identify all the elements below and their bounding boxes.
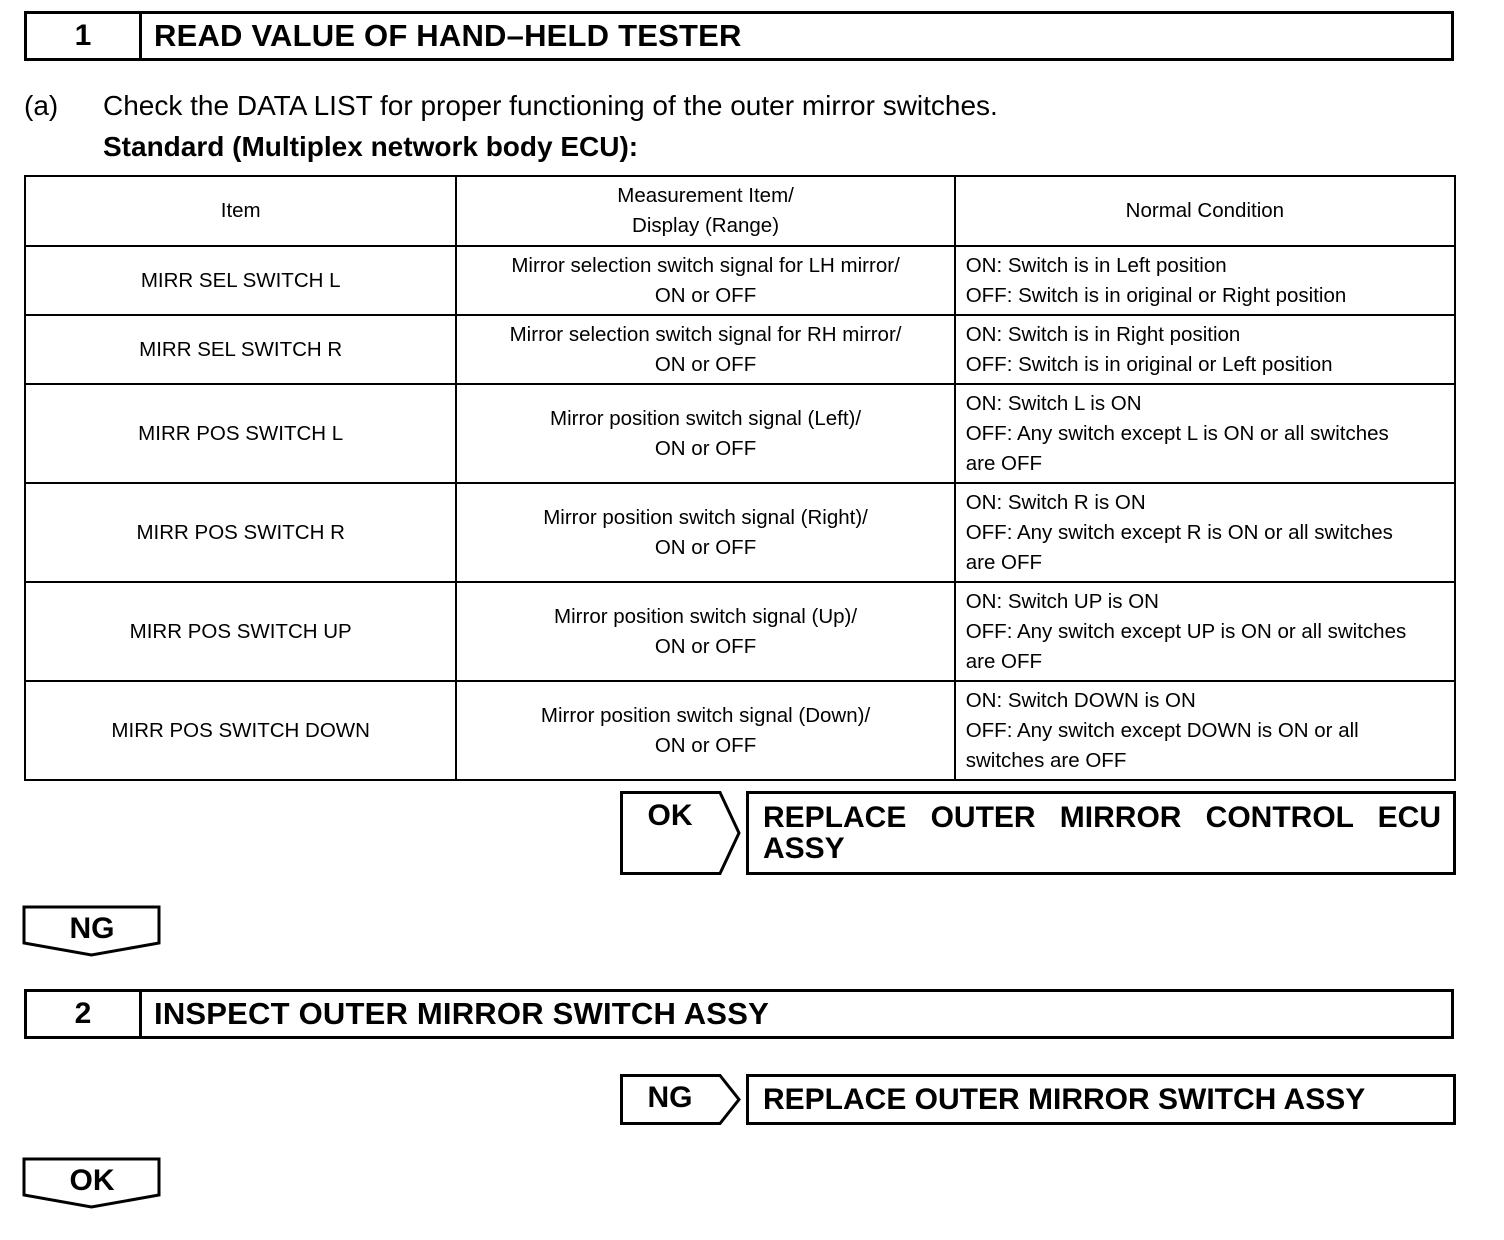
- replace-ecu-box: [746, 791, 1456, 875]
- item-cell: MIRR POS SWITCH UP: [25, 582, 456, 681]
- replace-switch-text: REPLACE OUTER MIRROR SWITCH ASSY: [763, 1083, 1366, 1116]
- standard-label: Standard (Multiplex network body ECU):: [103, 131, 639, 162]
- table-header-row: [25, 176, 1455, 246]
- replace-ecu-line2: ASSY: [763, 832, 845, 865]
- substep-instruction: Check the DATA LIST for proper functioning of the outer mirror switches.: [103, 90, 998, 121]
- item-cell: MIRR POS SWITCH L: [25, 384, 456, 483]
- step-title: INSPECT OUTER MIRROR SWITCH ASSY: [154, 996, 769, 1031]
- item-cell: MIRR SEL SWITCH R: [25, 315, 456, 384]
- table-row: [25, 315, 1455, 384]
- replace-ecu-line1: REPLACE OUTER MIRROR CONTROL ECU: [763, 801, 1441, 834]
- measure-cell: Mirror position switch signal (Left)/ ON or OFF: [456, 384, 954, 483]
- item-cell: MIRR POS SWITCH DOWN: [25, 681, 456, 780]
- step-number: 1: [27, 14, 142, 58]
- ok-result-tag: [620, 791, 740, 875]
- replace-switch-box: [746, 1074, 1456, 1125]
- step-title: READ VALUE OF HAND–HELD TESTER: [154, 18, 742, 53]
- normal-cell: ON: Switch is in Left position OFF: Switch is in original or Right position: [955, 246, 1455, 315]
- step-1-header: [24, 11, 1454, 61]
- table-row: [25, 246, 1455, 315]
- ok-tag-label: OK: [647, 799, 693, 832]
- table-row: [25, 483, 1455, 582]
- measure-cell: Mirror selection switch signal for LH mirror/ ON or OFF: [456, 246, 954, 315]
- normal-cell: ON: Switch R is ON OFF: Any switch except R is ON or all switches are OFF: [955, 483, 1455, 582]
- normal-cell: ON: Switch DOWN is ON OFF: Any switch except DOWN is ON or all switches are OFF: [955, 681, 1455, 780]
- ng-down-tag: [22, 905, 162, 957]
- normal-cell: ON: Switch is in Right position OFF: Switch is in original or Left position: [955, 315, 1455, 384]
- ng-tag-label: NG: [647, 1081, 693, 1114]
- table-row: [25, 384, 1455, 483]
- header-measurement: Measurement Item/ Display (Range): [456, 176, 954, 246]
- step-2-header: [24, 989, 1454, 1039]
- normal-cell: ON: Switch L is ON OFF: Any switch except L is ON or all switches are OFF: [955, 384, 1455, 483]
- table-row: [25, 582, 1455, 681]
- ng-result-tag: [620, 1074, 740, 1125]
- measure-cell: Mirror position switch signal (Right)/ ON or OFF: [456, 483, 954, 582]
- ok-tag-label: OK: [69, 1164, 115, 1197]
- item-cell: MIRR SEL SWITCH L: [25, 246, 456, 315]
- step-number: 2: [27, 992, 142, 1036]
- data-list-table: [24, 175, 1456, 781]
- header-normal-condition: Normal Condition: [955, 176, 1455, 246]
- substep-marker: (a): [24, 90, 59, 121]
- measure-cell: Mirror position switch signal (Down)/ ON or OFF: [456, 681, 954, 780]
- item-cell: MIRR POS SWITCH R: [25, 483, 456, 582]
- normal-cell: ON: Switch UP is ON OFF: Any switch except UP is ON or all switches are OFF: [955, 582, 1455, 681]
- ng-tag-label: NG: [69, 912, 115, 945]
- ok-down-tag: [22, 1157, 162, 1209]
- measure-cell: Mirror selection switch signal for RH mirror/ ON or OFF: [456, 315, 954, 384]
- header-item: Item: [25, 176, 456, 246]
- table-row: [25, 681, 1455, 780]
- measure-cell: Mirror position switch signal (Up)/ ON or OFF: [456, 582, 954, 681]
